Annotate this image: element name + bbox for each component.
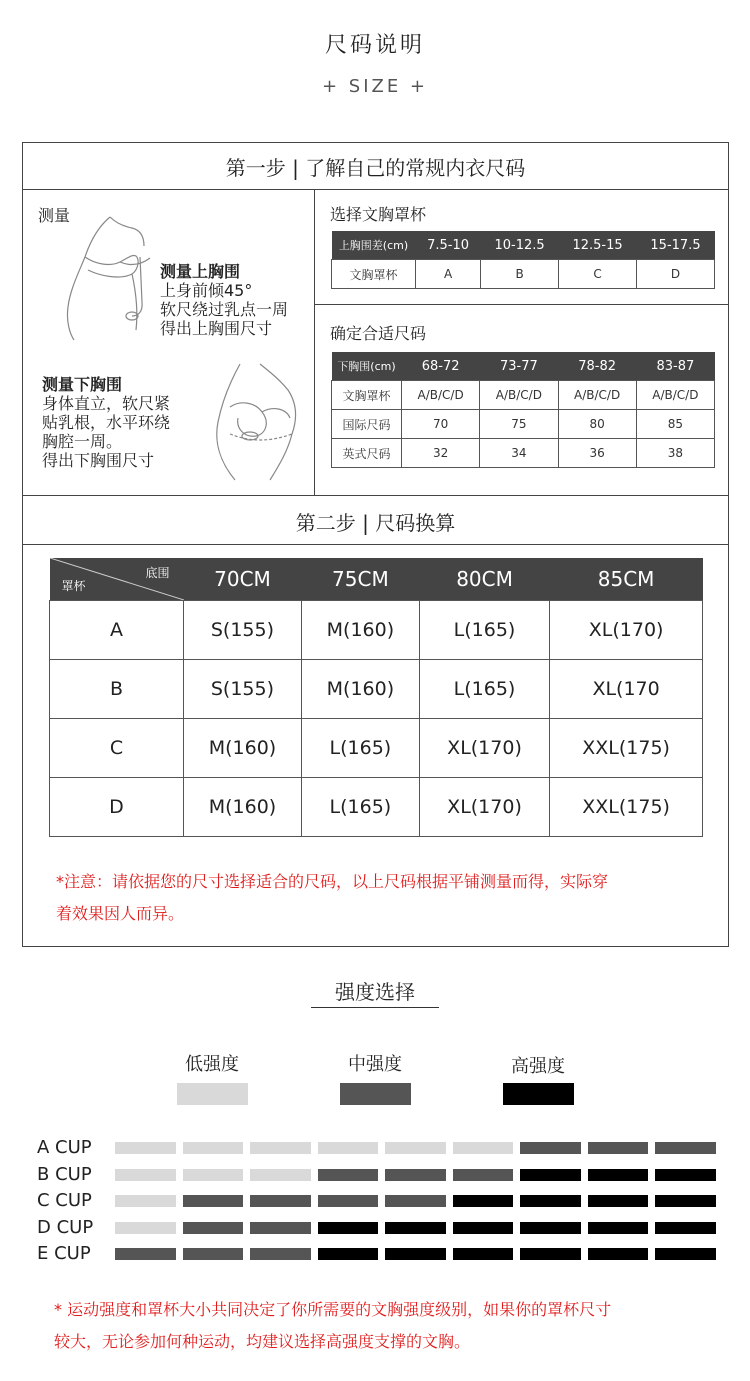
upper-bust-line: 上身前倾45° [160, 281, 253, 300]
size-cell: XL(170) [419, 719, 549, 778]
size-note-line: 着效果因人而异。 [56, 904, 185, 923]
strength-segment-high [655, 1169, 716, 1181]
size-confirm-cell: 32 [402, 439, 480, 468]
size-confirm-cell: A/B/C/D [636, 381, 714, 410]
size-confirm-cell: 34 [480, 439, 558, 468]
size-cell: B [50, 660, 184, 719]
size-confirm-title: 确定合适尺码 [330, 324, 427, 343]
size-cell: L(165) [301, 778, 419, 837]
strength-segment-mid [250, 1248, 311, 1260]
strength-segment-high [453, 1248, 514, 1260]
lower-bust-line: 胸腔一周。 [42, 432, 123, 451]
size-cell: L(165) [301, 719, 419, 778]
upper-bust-heading: 测量上胸围 [160, 262, 241, 281]
size-conversion-table [49, 558, 703, 837]
strength-segment-mid [655, 1142, 716, 1154]
cup-label: E CUP [37, 1243, 91, 1264]
strength-segment-high [588, 1169, 649, 1181]
legend-swatch-high [503, 1083, 574, 1105]
strength-title-underline [311, 1007, 439, 1008]
cup-select-cell: 文胸罩杯 [332, 260, 416, 289]
strength-segment-high [453, 1195, 514, 1207]
strength-segment-mid [183, 1222, 244, 1234]
strength-segment-low [115, 1195, 176, 1207]
strength-segment-mid [385, 1195, 446, 1207]
size-cell: M(160) [301, 660, 419, 719]
strength-segment-low [453, 1142, 514, 1154]
legend-swatch-low [177, 1083, 248, 1105]
strength-segment-mid [318, 1195, 379, 1207]
legend-swatch-mid [340, 1083, 411, 1105]
strength-note [54, 1294, 734, 1358]
strength-segment-mid [183, 1248, 244, 1260]
cup-label: A CUP [37, 1137, 92, 1158]
size-table-corner [50, 558, 184, 601]
cup-select-cell: C [559, 260, 637, 289]
cup-select-title: 选择文胸罩杯 [330, 205, 427, 224]
size-header: 75CM [301, 558, 419, 601]
size-cell: S(155) [184, 601, 302, 660]
strength-segment-low [385, 1142, 446, 1154]
size-header: 70CM [184, 558, 302, 601]
size-confirm-cell: 70 [402, 410, 480, 439]
strength-segment-high [520, 1222, 581, 1234]
strength-segment-mid [385, 1169, 446, 1181]
size-cell: M(160) [301, 601, 419, 660]
strength-segment-mid [183, 1195, 244, 1207]
strength-segment-high [385, 1248, 446, 1260]
size-confirm-cell: 文胸罩杯 [332, 381, 402, 410]
upper-bust-line: 得出上胸围尺寸 [160, 319, 273, 338]
lower-bust-instructions [42, 375, 170, 470]
size-cell: M(160) [184, 719, 302, 778]
strength-segment-high [385, 1222, 446, 1234]
strength-segment-low [183, 1169, 244, 1181]
size-note [56, 866, 716, 930]
size-confirm-cell: A/B/C/D [558, 381, 636, 410]
strength-segment-low [115, 1222, 176, 1234]
size-confirm-header: 下胸围(cm) [332, 352, 402, 381]
cup-select-header: 15-17.5 [637, 231, 715, 260]
size-header: 80CM [419, 558, 549, 601]
lower-bust-heading: 测量下胸围 [42, 375, 123, 394]
strength-segment-mid [115, 1248, 176, 1260]
cup-select-table [331, 231, 715, 289]
strength-segment-high [318, 1222, 379, 1234]
strength-segment-mid [520, 1142, 581, 1154]
cup-select-cell: D [637, 260, 715, 289]
strength-segment-mid [453, 1169, 514, 1181]
cup-label: B CUP [37, 1163, 92, 1185]
size-cell: A [50, 601, 184, 660]
lower-bust-illustration [200, 362, 310, 487]
page-subtitle: + SIZE + [321, 76, 429, 97]
strength-segment-low [250, 1169, 311, 1181]
size-confirm-header: 68-72 [402, 352, 480, 381]
size-header: 85CM [550, 558, 703, 601]
size-cell: L(165) [419, 601, 549, 660]
cup-select-cell: B [481, 260, 559, 289]
strength-segment-mid [250, 1222, 311, 1234]
size-cell: M(160) [184, 778, 302, 837]
corner-top-label: 底围 [145, 566, 170, 580]
strength-segment-low [115, 1142, 176, 1154]
cup-label: D CUP [37, 1216, 94, 1238]
size-cell: D [50, 778, 184, 837]
size-cell: XL(170) [419, 778, 549, 837]
corner-bottom-label: 罩杯 [61, 579, 86, 593]
legend-label-mid: 中强度 [348, 1054, 402, 1075]
legend-label-low: 低强度 [185, 1054, 239, 1075]
cup-select-header: 12.5-15 [559, 231, 637, 260]
cup-label: C CUP [37, 1190, 92, 1211]
strength-segment-mid [318, 1169, 379, 1181]
cup-select-header: 上胸围差(cm) [332, 231, 416, 260]
size-note-line: *注意：请依据您的尺寸选择适合的尺码，以上尺码根据平铺测量而得，实际穿 [56, 872, 609, 891]
upper-bust-instructions [160, 262, 288, 338]
cup-select-header: 7.5-10 [416, 231, 481, 260]
strength-segment-low [250, 1142, 311, 1154]
size-cell: XL(170 [550, 660, 703, 719]
lower-bust-line: 贴乳根，水平环绕 [42, 413, 171, 432]
cup-select-cell: A [416, 260, 481, 289]
strength-segment-high [318, 1248, 379, 1260]
strength-note-line: 较大，无论参加何种运动，均建议选择高强度支撑的文胸。 [54, 1332, 471, 1351]
strength-note-line: * 运动强度和罩杯大小共同决定了你所需要的文胸强度级别，如果你的罩杯尺寸 [54, 1300, 612, 1319]
strength-segment-low [318, 1142, 379, 1154]
size-confirm-cell: 85 [636, 410, 714, 439]
size-cell: C [50, 719, 184, 778]
upper-bust-illustration [40, 212, 160, 342]
legend-label-high: 高强度 [511, 1056, 565, 1077]
strength-segment-high [588, 1195, 649, 1207]
strength-segment-high [520, 1169, 581, 1181]
strength-segment-high [520, 1248, 581, 1260]
strength-segment-high [655, 1222, 716, 1234]
size-confirm-table [331, 352, 715, 468]
size-confirm-cell: A/B/C/D [402, 381, 480, 410]
size-confirm-cell: 75 [480, 410, 558, 439]
strength-title: 强度选择 [335, 980, 415, 1004]
step2-title: 第二步 | 尺码换算 [295, 511, 456, 535]
strength-segment-high [588, 1222, 649, 1234]
size-cell: XXL(175) [550, 719, 703, 778]
size-confirm-cell: 80 [558, 410, 636, 439]
page-title: 尺码说明 [324, 33, 425, 58]
strength-segment-mid [588, 1142, 649, 1154]
lower-bust-line: 得出下胸围尺寸 [42, 451, 155, 470]
size-confirm-cell: 国际尺码 [332, 410, 402, 439]
strength-segment-high [655, 1195, 716, 1207]
size-confirm-header: 78-82 [558, 352, 636, 381]
strength-segment-low [183, 1142, 244, 1154]
size-confirm-cell: 英式尺码 [332, 439, 402, 468]
size-cell: S(155) [184, 660, 302, 719]
strength-segment-low [115, 1169, 176, 1181]
size-confirm-header: 73-77 [480, 352, 558, 381]
upper-bust-line: 软尺绕过乳点一周 [160, 300, 289, 319]
measure-label: 测量 [38, 206, 71, 225]
lower-bust-line: 身体直立，软尺紧 [42, 394, 171, 413]
step1-title: 第一步 | 了解自己的常规内衣尺码 [225, 156, 526, 180]
size-confirm-cell: 36 [558, 439, 636, 468]
size-confirm-header: 83-87 [636, 352, 714, 381]
size-cell: L(165) [419, 660, 549, 719]
size-cell: XL(170) [550, 601, 703, 660]
strength-segment-high [588, 1248, 649, 1260]
cup-select-header: 10-12.5 [481, 231, 559, 260]
size-cell: XXL(175) [550, 778, 703, 837]
strength-segment-high [520, 1195, 581, 1207]
strength-segment-high [655, 1248, 716, 1260]
strength-segment-high [453, 1222, 514, 1234]
strength-segment-mid [250, 1195, 311, 1207]
size-confirm-cell: A/B/C/D [480, 381, 558, 410]
size-confirm-cell: 38 [636, 439, 714, 468]
